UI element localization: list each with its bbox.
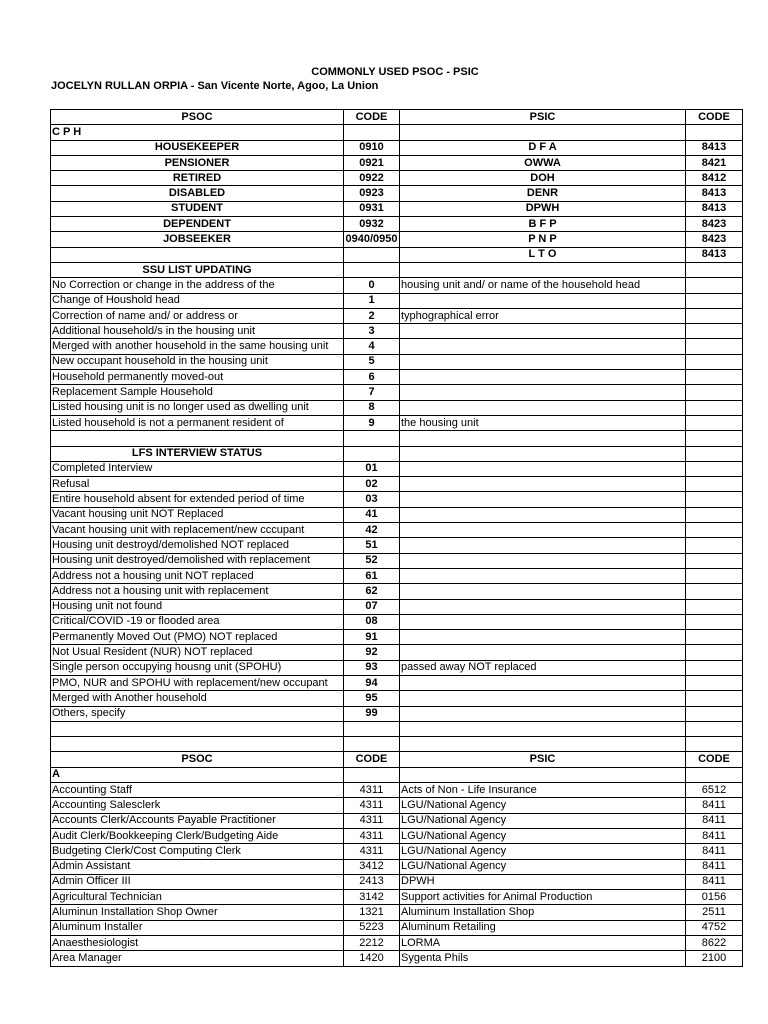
psoc-cell: Agricultural Technician xyxy=(51,890,344,905)
cph-row xyxy=(51,140,743,155)
ssu-code-cell: 5 xyxy=(344,354,400,369)
empty-cell xyxy=(686,675,743,690)
psoc-cell xyxy=(51,247,344,262)
ssu-code-cell: 3 xyxy=(344,324,400,339)
psoc-cell: RETIRED xyxy=(51,171,344,186)
psic-cell: Acts of Non - Life Insurance xyxy=(400,783,686,798)
psoc-cell: Aluminun Installation Shop Owner xyxy=(51,905,344,920)
lfs-code-cell: 07 xyxy=(344,599,400,614)
ssu-label-cell: Listed housing unit is no longer used as dwelling unit xyxy=(51,400,344,415)
empty-cell xyxy=(686,461,743,476)
ssu-note-cell: housing unit and/ or name of the household head xyxy=(400,278,686,293)
empty-cell xyxy=(686,507,743,522)
empty-cell xyxy=(686,324,743,339)
lfs-code-cell: 95 xyxy=(344,691,400,706)
lfs-label-cell: Vacant housing unit NOT Replaced xyxy=(51,507,344,522)
cph-row xyxy=(51,171,743,186)
ssu-label-cell: Listed household is not a permanent resident of xyxy=(51,415,344,430)
empty-cell xyxy=(686,691,743,706)
lfs-row xyxy=(51,568,743,583)
table-header-row xyxy=(51,752,743,767)
lfs-code-cell: 03 xyxy=(344,492,400,507)
code-cell: 4311 xyxy=(344,828,400,843)
lfs-label-cell: Address not a housing unit NOT replaced xyxy=(51,568,344,583)
lfs-row xyxy=(51,645,743,660)
lfs-code-cell: 51 xyxy=(344,538,400,553)
empty-cell xyxy=(400,767,686,782)
psic-code-cell: 8622 xyxy=(686,936,743,951)
psic-code-cell: 8413 xyxy=(686,247,743,262)
psic-code-cell: 8411 xyxy=(686,798,743,813)
psic-header: PSIC xyxy=(400,110,686,125)
code-cell: 0931 xyxy=(344,201,400,216)
psoc-cell: Area Manager xyxy=(51,951,344,966)
empty-cell xyxy=(686,645,743,660)
lfs-label-cell: Vacant housing unit with replacement/new cccupant xyxy=(51,523,344,538)
lfs-note-cell xyxy=(400,553,686,568)
empty-cell xyxy=(344,721,400,736)
ssu-note-cell xyxy=(400,370,686,385)
lfs-label-cell: Housing unit destroyed/demolished with replacement xyxy=(51,553,344,568)
psic-cell: LGU/National Agency xyxy=(400,798,686,813)
psic-cell: Sygenta Phils xyxy=(400,951,686,966)
lfs-note-cell xyxy=(400,691,686,706)
blank-row xyxy=(51,431,743,446)
psoc-cell: Accounts Clerk/Accounts Payable Practitioner xyxy=(51,813,344,828)
ssu-row xyxy=(51,339,743,354)
code-cell: 0932 xyxy=(344,217,400,232)
lfs-label-cell: Single person occupying housng unit (SPOHU) xyxy=(51,660,344,675)
psoc-psic-row xyxy=(51,874,743,889)
ssu-title-row xyxy=(51,262,743,277)
psic-cell: DENR xyxy=(400,186,686,201)
psoc-cell: JOBSEEKER xyxy=(51,232,344,247)
code-header: CODE xyxy=(344,752,400,767)
empty-cell xyxy=(686,630,743,645)
psoc-cell: DEPENDENT xyxy=(51,217,344,232)
code-cell: 0910 xyxy=(344,140,400,155)
psoc-cell: Budgeting Clerk/Cost Computing Clerk xyxy=(51,844,344,859)
code-cell: 2212 xyxy=(344,936,400,951)
lfs-note-cell xyxy=(400,706,686,721)
ssu-title-row-label: SSU LIST UPDATING xyxy=(51,262,344,277)
empty-cell xyxy=(686,706,743,721)
empty-cell xyxy=(686,339,743,354)
ssu-label-cell: Replacement Sample Household xyxy=(51,385,344,400)
lfs-code-cell: 61 xyxy=(344,568,400,583)
ssu-code-cell: 8 xyxy=(344,400,400,415)
ssu-note-cell xyxy=(400,385,686,400)
empty-cell xyxy=(686,125,743,140)
table-header-row xyxy=(51,110,743,125)
code-cell: 0923 xyxy=(344,186,400,201)
psic-cell: Aluminum Installation Shop xyxy=(400,905,686,920)
cph-row xyxy=(51,201,743,216)
lfs-code-cell: 42 xyxy=(344,523,400,538)
psic-cell: Aluminum Retailing xyxy=(400,920,686,935)
code-cell: 0940/0950 xyxy=(344,232,400,247)
empty-cell xyxy=(686,278,743,293)
lfs-note-cell xyxy=(400,675,686,690)
lfs-label-cell: Not Usual Resident (NUR) NOT replaced xyxy=(51,645,344,660)
document-title: COMMONLY USED PSOC - PSIC xyxy=(311,66,479,78)
empty-cell xyxy=(686,523,743,538)
psic-cell: Support activities for Animal Production xyxy=(400,890,686,905)
psic-code-cell: 8411 xyxy=(686,844,743,859)
lfs-row xyxy=(51,477,743,492)
psoc-cell: Aluminum Installer xyxy=(51,920,344,935)
cph-row xyxy=(51,232,743,247)
lfs-row xyxy=(51,675,743,690)
psic-cell: DPWH xyxy=(400,201,686,216)
empty-cell xyxy=(51,721,344,736)
psic-cell: LGU/National Agency xyxy=(400,859,686,874)
psoc-psic-row xyxy=(51,813,743,828)
ssu-label-cell: Additional household/s in the housing unit xyxy=(51,324,344,339)
psic-cell: OWWA xyxy=(400,155,686,170)
empty-cell xyxy=(686,446,743,461)
ssu-code-cell: 7 xyxy=(344,385,400,400)
empty-cell xyxy=(344,262,400,277)
lfs-code-cell: 52 xyxy=(344,553,400,568)
empty-cell xyxy=(51,431,344,446)
empty-cell xyxy=(686,584,743,599)
code-cell: 1321 xyxy=(344,905,400,920)
lfs-row xyxy=(51,507,743,522)
ssu-label-cell: Household permanently moved-out xyxy=(51,370,344,385)
psic-code-cell: 4752 xyxy=(686,920,743,935)
ssu-code-cell: 6 xyxy=(344,370,400,385)
ssu-label-cell: New occupant household in the housing unit xyxy=(51,354,344,369)
psic-code-cell: 8423 xyxy=(686,232,743,247)
psoc-psic-row xyxy=(51,951,743,966)
cph-section-row xyxy=(51,125,743,140)
empty-cell xyxy=(51,737,344,752)
lfs-label-cell: PMO, NUR and SPOHU with replacement/new occupant xyxy=(51,675,344,690)
ssu-code-cell: 1 xyxy=(344,293,400,308)
code-cell: 3412 xyxy=(344,859,400,874)
lfs-code-cell: 62 xyxy=(344,584,400,599)
code-cell: 4311 xyxy=(344,813,400,828)
lfs-row xyxy=(51,660,743,675)
ssu-note-cell: typhographical error xyxy=(400,308,686,323)
empty-cell xyxy=(686,721,743,736)
psoc-psic-row xyxy=(51,905,743,920)
cph-section-row-label: C P H xyxy=(51,125,344,140)
ssu-row xyxy=(51,400,743,415)
lfs-row xyxy=(51,461,743,476)
empty-cell xyxy=(686,370,743,385)
lfs-note-cell xyxy=(400,614,686,629)
psic-code-cell: 8423 xyxy=(686,217,743,232)
empty-cell xyxy=(686,568,743,583)
psic-cell: LGU/National Agency xyxy=(400,828,686,843)
psic-code-cell: 8411 xyxy=(686,859,743,874)
lfs-row xyxy=(51,630,743,645)
code-cell xyxy=(344,247,400,262)
psic-code-cell: 2100 xyxy=(686,951,743,966)
ssu-row xyxy=(51,278,743,293)
lfs-label-cell: Merged with Another household xyxy=(51,691,344,706)
lfs-code-cell: 92 xyxy=(344,645,400,660)
psic-code-cell: 8413 xyxy=(686,140,743,155)
psoc-cell: HOUSEKEEPER xyxy=(51,140,344,155)
psic-code-cell: 8421 xyxy=(686,155,743,170)
lfs-note-cell xyxy=(400,599,686,614)
code-cell: 2413 xyxy=(344,874,400,889)
lfs-title-row-label: LFS INTERVIEW STATUS xyxy=(51,446,344,461)
empty-cell xyxy=(344,431,400,446)
ssu-note-cell xyxy=(400,339,686,354)
psic-code-header: CODE xyxy=(686,110,743,125)
lfs-label-cell: Housing unit destroyd/demolished NOT replaced xyxy=(51,538,344,553)
ssu-label-cell: Change of Houshold head xyxy=(51,293,344,308)
psoc-psic-row xyxy=(51,844,743,859)
psoc-psic-row xyxy=(51,920,743,935)
ssu-code-cell: 4 xyxy=(344,339,400,354)
lfs-label-cell: Permanently Moved Out (PMO) NOT replaced xyxy=(51,630,344,645)
blank-row xyxy=(51,737,743,752)
lfs-row xyxy=(51,538,743,553)
lfs-note-cell: passed away NOT replaced xyxy=(400,660,686,675)
lfs-note-cell xyxy=(400,630,686,645)
ssu-note-cell xyxy=(400,354,686,369)
psoc-psic-row xyxy=(51,783,743,798)
psic-code-cell: 8411 xyxy=(686,828,743,843)
psic-code-cell: 8413 xyxy=(686,201,743,216)
lfs-code-cell: 94 xyxy=(344,675,400,690)
code-cell: 3142 xyxy=(344,890,400,905)
code-cell: 5223 xyxy=(344,920,400,935)
lfs-note-cell xyxy=(400,645,686,660)
psic-code-cell: 0156 xyxy=(686,890,743,905)
psic-code-header: CODE xyxy=(686,752,743,767)
code-cell: 0922 xyxy=(344,171,400,186)
ssu-row xyxy=(51,385,743,400)
lfs-label-cell: Housing unit not found xyxy=(51,599,344,614)
lfs-row xyxy=(51,584,743,599)
psic-cell: LGU/National Agency xyxy=(400,844,686,859)
lfs-note-cell xyxy=(400,568,686,583)
psic-cell: LORMA xyxy=(400,936,686,951)
ssu-row xyxy=(51,308,743,323)
letter-section-row xyxy=(51,767,743,782)
lfs-note-cell xyxy=(400,492,686,507)
empty-cell xyxy=(344,446,400,461)
empty-cell xyxy=(400,737,686,752)
empty-cell xyxy=(686,737,743,752)
psoc-cell: Anaesthesiologist xyxy=(51,936,344,951)
code-cell: 4311 xyxy=(344,783,400,798)
empty-cell xyxy=(400,125,686,140)
code-cell: 4311 xyxy=(344,798,400,813)
psoc-psic-row xyxy=(51,859,743,874)
psoc-header: PSOC xyxy=(51,110,344,125)
psoc-cell: Audit Clerk/Bookkeeping Clerk/Budgeting Aide xyxy=(51,828,344,843)
psic-cell: DPWH xyxy=(400,874,686,889)
empty-cell xyxy=(686,293,743,308)
psoc-psic-row xyxy=(51,828,743,843)
psic-cell: P N P xyxy=(400,232,686,247)
psic-cell: D F A xyxy=(400,140,686,155)
blank-row xyxy=(51,721,743,736)
lfs-row xyxy=(51,706,743,721)
lfs-label-cell: Others, specify xyxy=(51,706,344,721)
ssu-row xyxy=(51,324,743,339)
empty-cell xyxy=(686,492,743,507)
ssu-row xyxy=(51,354,743,369)
psic-code-cell: 2511 xyxy=(686,905,743,920)
empty-cell xyxy=(686,660,743,675)
empty-cell xyxy=(344,125,400,140)
psic-code-cell: 8412 xyxy=(686,171,743,186)
psoc-cell: Accounting Salesclerk xyxy=(51,798,344,813)
ssu-label-cell: Correction of name and/ or address or xyxy=(51,308,344,323)
psic-cell: LGU/National Agency xyxy=(400,813,686,828)
lfs-label-cell: Completed Interview xyxy=(51,461,344,476)
lfs-note-cell xyxy=(400,538,686,553)
empty-cell xyxy=(686,767,743,782)
lfs-note-cell xyxy=(400,584,686,599)
ssu-note-cell xyxy=(400,324,686,339)
empty-cell xyxy=(686,599,743,614)
empty-cell xyxy=(686,308,743,323)
empty-cell xyxy=(686,614,743,629)
lfs-code-cell: 08 xyxy=(344,614,400,629)
psic-code-cell: 8413 xyxy=(686,186,743,201)
empty-cell xyxy=(400,431,686,446)
ssu-note-cell xyxy=(400,400,686,415)
ssu-label-cell: No Correction or change in the address of the xyxy=(51,278,344,293)
ssu-code-cell: 2 xyxy=(344,308,400,323)
lfs-row xyxy=(51,523,743,538)
ssu-row xyxy=(51,370,743,385)
empty-cell xyxy=(686,538,743,553)
lfs-row xyxy=(51,492,743,507)
empty-cell xyxy=(686,415,743,430)
psoc-psic-row xyxy=(51,798,743,813)
lfs-label-cell: Refusal xyxy=(51,477,344,492)
lfs-note-cell xyxy=(400,523,686,538)
lfs-row xyxy=(51,599,743,614)
ssu-code-cell: 9 xyxy=(344,415,400,430)
lfs-code-cell: 99 xyxy=(344,706,400,721)
lfs-label-cell: Critical/COVID -19 or flooded area xyxy=(51,614,344,629)
psic-cell: B F P xyxy=(400,217,686,232)
psoc-psic-row xyxy=(51,890,743,905)
psoc-psic-row xyxy=(51,936,743,951)
code-header: CODE xyxy=(344,110,400,125)
lfs-code-cell: 01 xyxy=(344,461,400,476)
psoc-cell: PENSIONER xyxy=(51,155,344,170)
lfs-label-cell: Entire household absent for extended period of time xyxy=(51,492,344,507)
code-cell: 4311 xyxy=(344,844,400,859)
ssu-row xyxy=(51,415,743,430)
psoc-cell: Admin Officer III xyxy=(51,874,344,889)
lfs-code-cell: 93 xyxy=(344,660,400,675)
lfs-row xyxy=(51,553,743,568)
lfs-code-cell: 91 xyxy=(344,630,400,645)
cph-row xyxy=(51,186,743,201)
lfs-note-cell xyxy=(400,461,686,476)
ssu-note-cell: the housing unit xyxy=(400,415,686,430)
lfs-row xyxy=(51,614,743,629)
psoc-cell: STUDENT xyxy=(51,201,344,216)
lfs-note-cell xyxy=(400,477,686,492)
lfs-title-row xyxy=(51,446,743,461)
empty-cell xyxy=(686,385,743,400)
psoc-psic-table xyxy=(50,109,743,967)
ssu-note-cell xyxy=(400,293,686,308)
psic-header: PSIC xyxy=(400,752,686,767)
psic-code-cell: 6512 xyxy=(686,783,743,798)
lfs-code-cell: 02 xyxy=(344,477,400,492)
document-subtitle: JOCELYN RULLAN ORPIA - San Vicente Norte, Agoo, La Union xyxy=(51,80,379,92)
empty-cell xyxy=(400,262,686,277)
empty-cell xyxy=(344,737,400,752)
ssu-row xyxy=(51,293,743,308)
empty-cell xyxy=(686,354,743,369)
psic-code-cell: 8411 xyxy=(686,874,743,889)
letter-section-row-label: A xyxy=(51,767,344,782)
lfs-code-cell: 41 xyxy=(344,507,400,522)
psoc-cell: DISABLED xyxy=(51,186,344,201)
empty-cell xyxy=(686,400,743,415)
ssu-label-cell: Merged with another household in the same housing unit xyxy=(51,339,344,354)
psic-code-cell: 8411 xyxy=(686,813,743,828)
psoc-cell: Admin Assistant xyxy=(51,859,344,874)
empty-cell xyxy=(344,767,400,782)
lfs-note-cell xyxy=(400,507,686,522)
empty-cell xyxy=(400,446,686,461)
psoc-cell: Accounting Staff xyxy=(51,783,344,798)
code-cell: 0921 xyxy=(344,155,400,170)
empty-cell xyxy=(686,477,743,492)
psoc-header: PSOC xyxy=(51,752,344,767)
psic-cell: DOH xyxy=(400,171,686,186)
empty-cell xyxy=(400,721,686,736)
empty-cell xyxy=(686,553,743,568)
psic-cell: L T O xyxy=(400,247,686,262)
empty-cell xyxy=(686,431,743,446)
lfs-row xyxy=(51,691,743,706)
cph-row xyxy=(51,217,743,232)
ssu-code-cell: 0 xyxy=(344,278,400,293)
cph-row xyxy=(51,247,743,262)
empty-cell xyxy=(686,262,743,277)
code-cell: 1420 xyxy=(344,951,400,966)
cph-row xyxy=(51,155,743,170)
lfs-label-cell: Address not a housing unit with replacement xyxy=(51,584,344,599)
